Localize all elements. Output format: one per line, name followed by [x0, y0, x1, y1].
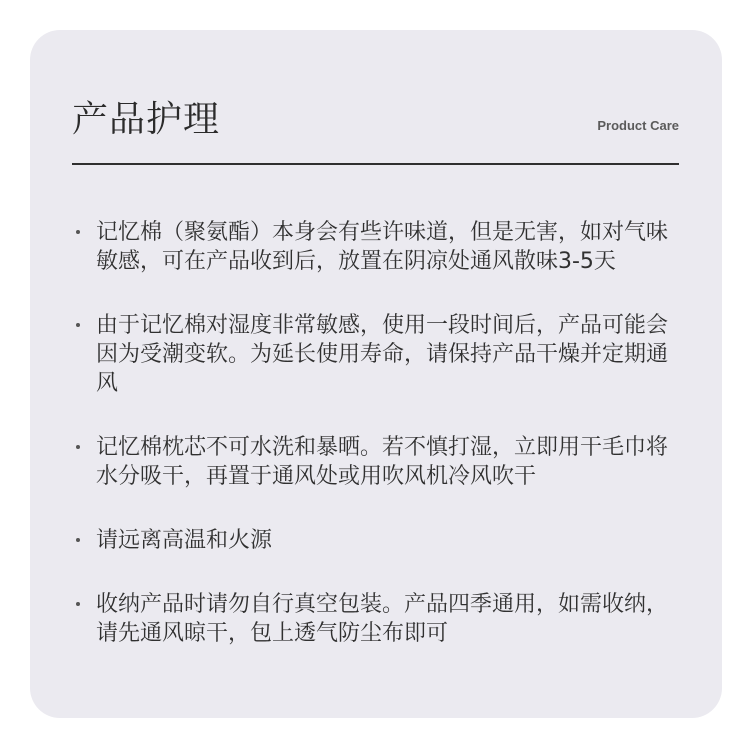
list-item [72, 311, 679, 398]
list-item [72, 526, 679, 555]
page-subtitle: Product Care [597, 118, 679, 133]
list-item-text: 由于记忆棉对湿度非常敏感，使用一段时间后，产品可能会因为受潮变软。为延长使用寿命，请保持产品干燥并定期通风 [96, 313, 669, 396]
list-item-text: 记忆棉枕芯不可水洗和暴晒。若不慎打湿，立即用干毛巾将水分吸干，再置于通风处或用吹风机冷风吹干 [96, 435, 669, 489]
page-title: 产品护理 [72, 99, 221, 140]
bullet-icon [76, 602, 80, 606]
bullet-icon [76, 538, 80, 542]
bullet-icon [76, 323, 80, 327]
care-list [72, 218, 679, 683]
bullet-icon [76, 445, 80, 449]
list-item [72, 218, 679, 276]
list-item [72, 433, 679, 491]
header-divider [72, 163, 679, 165]
list-item-text: 记忆棉（聚氨酯）本身会有些许味道，但是无害，如对气味敏感，可在产品收到后，放置在阴凉处通风散味3-5天 [96, 220, 669, 274]
list-item [72, 590, 679, 648]
bullet-icon [76, 230, 80, 234]
list-item-text: 收纳产品时请勿自行真空包装。产品四季通用，如需收纳，请先通风晾干，包上透气防尘布即可 [96, 592, 669, 646]
list-item-text: 请远离高温和火源 [96, 528, 273, 553]
